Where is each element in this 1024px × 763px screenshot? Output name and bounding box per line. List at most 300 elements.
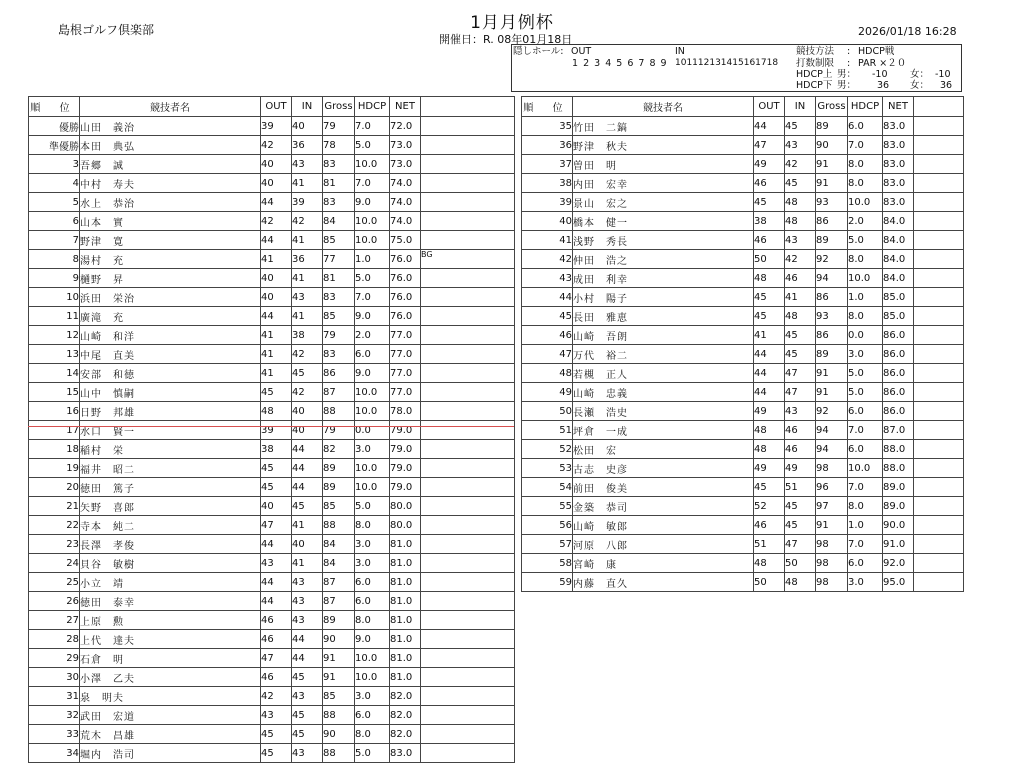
table-row bbox=[29, 193, 515, 212]
cell-gross: 93 bbox=[816, 307, 848, 326]
cell-note bbox=[421, 573, 515, 592]
cell-hdcp: 7.0 bbox=[355, 117, 390, 136]
cell-player-name: 矢野 喜郎 bbox=[80, 497, 261, 516]
cell-net: 81.0 bbox=[390, 611, 421, 630]
cell-gross: 87 bbox=[323, 383, 355, 402]
table-row bbox=[522, 117, 964, 136]
cell-hdcp: 0.0 bbox=[848, 326, 883, 345]
cell-player-name: 竹田 二鎬 bbox=[573, 117, 754, 136]
table-row bbox=[522, 250, 964, 269]
cell-note bbox=[421, 364, 515, 383]
table-row bbox=[29, 649, 515, 668]
cell-note bbox=[421, 421, 515, 440]
cell-player-name: 湯村 充 bbox=[80, 250, 261, 269]
cell-in: 46 bbox=[785, 269, 816, 288]
cell-net: 73.0 bbox=[390, 155, 421, 174]
cell-blank bbox=[914, 174, 964, 193]
cell-net: 85.0 bbox=[883, 307, 914, 326]
table-row bbox=[522, 516, 964, 535]
cell-rank: 12 bbox=[29, 326, 80, 345]
cell-out: 41 bbox=[261, 250, 292, 269]
cell-gross: 83 bbox=[323, 155, 355, 174]
cell-gross: 89 bbox=[816, 345, 848, 364]
cell-rank: 33 bbox=[29, 725, 80, 744]
cell-net: 86.0 bbox=[883, 383, 914, 402]
cell-gross: 79 bbox=[323, 326, 355, 345]
cell-hdcp: 8.0 bbox=[848, 155, 883, 174]
cell-out: 45 bbox=[261, 459, 292, 478]
cell-rank: 57 bbox=[522, 535, 573, 554]
cell-blank bbox=[914, 250, 964, 269]
table-row bbox=[29, 611, 515, 630]
cell-in: 45 bbox=[292, 668, 323, 687]
cell-rank: 36 bbox=[522, 136, 573, 155]
cell-blank bbox=[914, 345, 964, 364]
cell-hdcp: 8.0 bbox=[848, 250, 883, 269]
cell-in: 48 bbox=[785, 307, 816, 326]
cell-rank: 35 bbox=[522, 117, 573, 136]
table-row bbox=[29, 383, 515, 402]
table-row bbox=[29, 440, 515, 459]
cell-rank: 40 bbox=[522, 212, 573, 231]
table-row bbox=[29, 231, 515, 250]
cell-gross: 84 bbox=[323, 535, 355, 554]
cell-net: 74.0 bbox=[390, 193, 421, 212]
cell-net: 80.0 bbox=[390, 516, 421, 535]
cell-gross: 81 bbox=[323, 269, 355, 288]
cell-out: 45 bbox=[261, 725, 292, 744]
cell-hdcp: 10.0 bbox=[355, 402, 390, 421]
cell-note bbox=[421, 554, 515, 573]
cell-hdcp: 2.0 bbox=[848, 212, 883, 231]
cell-note bbox=[421, 307, 515, 326]
cell-out: 43 bbox=[261, 554, 292, 573]
cell-hdcp: 7.0 bbox=[848, 535, 883, 554]
cell-out: 46 bbox=[754, 174, 785, 193]
cell-gross: 77 bbox=[323, 250, 355, 269]
cell-out: 50 bbox=[754, 250, 785, 269]
cell-out: 44 bbox=[261, 535, 292, 554]
cell-net: 76.0 bbox=[390, 307, 421, 326]
cell-in: 48 bbox=[785, 573, 816, 592]
cell-player-name: 徳田 篤子 bbox=[80, 478, 261, 497]
cell-in: 43 bbox=[292, 573, 323, 592]
col-name-header: 競技者名 bbox=[80, 97, 261, 117]
cell-rank: 54 bbox=[522, 478, 573, 497]
cell-gross: 85 bbox=[323, 497, 355, 516]
cell-gross: 85 bbox=[323, 231, 355, 250]
cell-rank: 14 bbox=[29, 364, 80, 383]
cell-gross: 79 bbox=[323, 117, 355, 136]
cell-out: 42 bbox=[261, 212, 292, 231]
cell-gross: 88 bbox=[323, 744, 355, 763]
table-row bbox=[522, 136, 964, 155]
cell-net: 75.0 bbox=[390, 231, 421, 250]
cell-blank bbox=[914, 212, 964, 231]
cell-hdcp: 3.0 bbox=[355, 554, 390, 573]
cell-in: 45 bbox=[785, 497, 816, 516]
cell-net: 74.0 bbox=[390, 212, 421, 231]
cell-in: 45 bbox=[292, 706, 323, 725]
table-row bbox=[522, 288, 964, 307]
cell-blank bbox=[914, 421, 964, 440]
cell-gross: 87 bbox=[323, 592, 355, 611]
col-gross-header: Gross bbox=[816, 97, 848, 117]
cell-out: 40 bbox=[261, 174, 292, 193]
out-hole-numbers: 1 2 3 4 5 6 7 8 9 bbox=[572, 58, 668, 69]
cell-gross: 86 bbox=[816, 288, 848, 307]
cell-player-name: 浜田 栄治 bbox=[80, 288, 261, 307]
cell-out: 48 bbox=[754, 554, 785, 573]
cell-out: 47 bbox=[261, 516, 292, 535]
cell-hdcp: 6.0 bbox=[848, 117, 883, 136]
cell-out: 40 bbox=[261, 155, 292, 174]
cell-net: 84.0 bbox=[883, 250, 914, 269]
cell-hdcp: 5.0 bbox=[848, 231, 883, 250]
cell-hdcp: 7.0 bbox=[355, 174, 390, 193]
cell-note bbox=[421, 649, 515, 668]
cell-in: 36 bbox=[292, 136, 323, 155]
cell-blank bbox=[914, 459, 964, 478]
cell-rank: 25 bbox=[29, 573, 80, 592]
cell-rank: 27 bbox=[29, 611, 80, 630]
printed-datetime: 2026/01/18 16:28 bbox=[858, 25, 957, 38]
cell-gross: 85 bbox=[323, 307, 355, 326]
cell-player-name: 石倉 明 bbox=[80, 649, 261, 668]
cell-out: 44 bbox=[261, 231, 292, 250]
cell-rank: 43 bbox=[522, 269, 573, 288]
cell-gross: 89 bbox=[816, 117, 848, 136]
cell-rank: 21 bbox=[29, 497, 80, 516]
table-row bbox=[29, 630, 515, 649]
cell-net: 79.0 bbox=[390, 421, 421, 440]
table-row bbox=[522, 269, 964, 288]
cell-hdcp: 8.0 bbox=[355, 611, 390, 630]
cell-player-name: 松田 宏 bbox=[573, 440, 754, 459]
cell-player-name: 中村 寿夫 bbox=[80, 174, 261, 193]
cell-player-name: 仲田 浩之 bbox=[573, 250, 754, 269]
cell-player-name: 小澤 乙夫 bbox=[80, 668, 261, 687]
limit-colon: : bbox=[847, 58, 851, 69]
table-row bbox=[522, 440, 964, 459]
cell-hdcp: 6.0 bbox=[848, 554, 883, 573]
cell-rank: 4 bbox=[29, 174, 80, 193]
cell-player-name: 野津 寛 bbox=[80, 231, 261, 250]
cell-out: 40 bbox=[261, 497, 292, 516]
cell-player-name: 小村 陽子 bbox=[573, 288, 754, 307]
cell-in: 45 bbox=[785, 174, 816, 193]
table-row bbox=[29, 516, 515, 535]
cell-player-name: 山崎 敏郎 bbox=[573, 516, 754, 535]
cell-note bbox=[421, 611, 515, 630]
cell-out: 52 bbox=[754, 497, 785, 516]
cell-gross: 79 bbox=[323, 421, 355, 440]
cell-out: 49 bbox=[754, 155, 785, 174]
cell-rank: 48 bbox=[522, 364, 573, 383]
cell-rank: 44 bbox=[522, 288, 573, 307]
cell-in: 43 bbox=[292, 155, 323, 174]
cell-out: 46 bbox=[261, 630, 292, 649]
cell-gross: 96 bbox=[816, 478, 848, 497]
table-row bbox=[29, 421, 515, 440]
col-net-header: NET bbox=[883, 97, 914, 117]
table-row bbox=[522, 554, 964, 573]
cell-hdcp: 10.0 bbox=[848, 269, 883, 288]
table-row bbox=[29, 706, 515, 725]
cell-net: 81.0 bbox=[390, 649, 421, 668]
cell-note bbox=[421, 326, 515, 345]
cell-hdcp: 5.0 bbox=[355, 269, 390, 288]
cell-net: 79.0 bbox=[390, 440, 421, 459]
cell-in: 48 bbox=[785, 193, 816, 212]
cell-gross: 98 bbox=[816, 459, 848, 478]
cell-rank: 16 bbox=[29, 402, 80, 421]
cell-gross: 93 bbox=[816, 193, 848, 212]
cell-in: 44 bbox=[292, 459, 323, 478]
cell-net: 86.0 bbox=[883, 402, 914, 421]
cell-net: 72.0 bbox=[390, 117, 421, 136]
cell-out: 46 bbox=[754, 231, 785, 250]
cell-in: 44 bbox=[292, 649, 323, 668]
table-row bbox=[29, 288, 515, 307]
competition-rules-box bbox=[511, 44, 962, 92]
cell-player-name: 成田 利幸 bbox=[573, 269, 754, 288]
cell-note bbox=[421, 155, 515, 174]
cell-in: 45 bbox=[785, 345, 816, 364]
cell-in: 45 bbox=[292, 364, 323, 383]
cell-net: 79.0 bbox=[390, 478, 421, 497]
cell-net: 85.0 bbox=[883, 288, 914, 307]
hidden-hole-label: 隠しホール: bbox=[513, 46, 564, 57]
cell-note bbox=[421, 345, 515, 364]
cell-out: 44 bbox=[261, 592, 292, 611]
cell-player-name: 泉 明夫 bbox=[80, 687, 261, 706]
table-row bbox=[29, 402, 515, 421]
cell-hdcp: 3.0 bbox=[355, 535, 390, 554]
cell-gross: 89 bbox=[816, 231, 848, 250]
table-row bbox=[29, 269, 515, 288]
table-row bbox=[29, 535, 515, 554]
cell-blank bbox=[914, 269, 964, 288]
cell-net: 74.0 bbox=[390, 174, 421, 193]
cell-out: 51 bbox=[754, 535, 785, 554]
cell-in: 43 bbox=[292, 611, 323, 630]
cell-out: 50 bbox=[754, 573, 785, 592]
cell-gross: 83 bbox=[323, 193, 355, 212]
cell-out: 49 bbox=[754, 459, 785, 478]
cell-hdcp: 6.0 bbox=[355, 592, 390, 611]
cell-rank: 5 bbox=[29, 193, 80, 212]
method-label: 競技方法 bbox=[796, 46, 835, 57]
cell-gross: 91 bbox=[816, 155, 848, 174]
cell-note bbox=[421, 630, 515, 649]
table-row bbox=[522, 535, 964, 554]
cell-out: 39 bbox=[261, 421, 292, 440]
cell-hdcp: 5.0 bbox=[848, 383, 883, 402]
table-row bbox=[522, 402, 964, 421]
table-row bbox=[29, 326, 515, 345]
cell-hdcp: 10.0 bbox=[355, 383, 390, 402]
col-net-header: NET bbox=[390, 97, 421, 117]
cell-net: 77.0 bbox=[390, 383, 421, 402]
cell-note bbox=[421, 383, 515, 402]
cell-rank: 51 bbox=[522, 421, 573, 440]
cell-note bbox=[421, 535, 515, 554]
cell-in: 42 bbox=[292, 383, 323, 402]
cell-net: 84.0 bbox=[883, 231, 914, 250]
cell-rank: 46 bbox=[522, 326, 573, 345]
results-table-right bbox=[521, 96, 964, 592]
cell-out: 38 bbox=[754, 212, 785, 231]
cell-hdcp: 8.0 bbox=[848, 497, 883, 516]
cell-hdcp: 9.0 bbox=[355, 307, 390, 326]
cell-in: 46 bbox=[785, 440, 816, 459]
cell-rank: 22 bbox=[29, 516, 80, 535]
hdcp-lower-female: 36 bbox=[940, 80, 953, 91]
cell-in: 44 bbox=[292, 440, 323, 459]
cell-gross: 91 bbox=[323, 649, 355, 668]
cell-in: 42 bbox=[785, 250, 816, 269]
cell-net: 92.0 bbox=[883, 554, 914, 573]
cell-blank bbox=[914, 136, 964, 155]
cell-out: 44 bbox=[754, 345, 785, 364]
cell-in: 41 bbox=[292, 174, 323, 193]
cell-player-name: 樋野 昇 bbox=[80, 269, 261, 288]
cell-player-name: 水上 恭治 bbox=[80, 193, 261, 212]
cell-hdcp: 8.0 bbox=[355, 516, 390, 535]
cell-out: 45 bbox=[754, 193, 785, 212]
cell-in: 41 bbox=[292, 231, 323, 250]
cell-in: 45 bbox=[292, 497, 323, 516]
table-row bbox=[29, 725, 515, 744]
cell-in: 44 bbox=[292, 630, 323, 649]
cell-net: 73.0 bbox=[390, 136, 421, 155]
col-out-header: OUT bbox=[261, 97, 292, 117]
cell-gross: 86 bbox=[816, 326, 848, 345]
cell-player-name: 野津 秋夫 bbox=[573, 136, 754, 155]
cell-rank: 56 bbox=[522, 516, 573, 535]
cell-blank bbox=[914, 554, 964, 573]
cell-note: BG bbox=[421, 250, 515, 269]
cell-rank: 19 bbox=[29, 459, 80, 478]
cell-player-name: 前田 俊美 bbox=[573, 478, 754, 497]
cell-net: 78.0 bbox=[390, 402, 421, 421]
cell-net: 90.0 bbox=[883, 516, 914, 535]
table-row bbox=[522, 174, 964, 193]
cell-rank: 15 bbox=[29, 383, 80, 402]
cell-gross: 92 bbox=[816, 250, 848, 269]
cell-note bbox=[421, 592, 515, 611]
cell-in: 45 bbox=[785, 516, 816, 535]
cell-in: 43 bbox=[292, 288, 323, 307]
cell-in: 43 bbox=[785, 402, 816, 421]
cell-blank bbox=[914, 383, 964, 402]
cell-net: 83.0 bbox=[883, 174, 914, 193]
hdcp-lower-female-label: 女： bbox=[910, 80, 930, 91]
cell-player-name: 寺本 純二 bbox=[80, 516, 261, 535]
table-row bbox=[29, 554, 515, 573]
cell-rank: 41 bbox=[522, 231, 573, 250]
cell-in: 50 bbox=[785, 554, 816, 573]
cell-player-name: 水口 賢一 bbox=[80, 421, 261, 440]
cell-rank: 49 bbox=[522, 383, 573, 402]
cell-player-name: 廣滝 充 bbox=[80, 307, 261, 326]
cell-player-name: 金築 恭司 bbox=[573, 497, 754, 516]
out-label: OUT bbox=[571, 46, 592, 57]
table-row bbox=[29, 744, 515, 763]
cell-hdcp: 6.0 bbox=[355, 706, 390, 725]
cell-out: 38 bbox=[261, 440, 292, 459]
cell-gross: 90 bbox=[323, 725, 355, 744]
cell-blank bbox=[914, 497, 964, 516]
cell-out: 47 bbox=[754, 136, 785, 155]
table-row bbox=[522, 383, 964, 402]
cell-note bbox=[421, 687, 515, 706]
table-row bbox=[522, 497, 964, 516]
cell-gross: 88 bbox=[323, 516, 355, 535]
table-row bbox=[29, 307, 515, 326]
table-row bbox=[29, 668, 515, 687]
cell-gross: 86 bbox=[816, 212, 848, 231]
cell-rank: 28 bbox=[29, 630, 80, 649]
cell-rank: 8 bbox=[29, 250, 80, 269]
cell-net: 91.0 bbox=[883, 535, 914, 554]
cell-net: 76.0 bbox=[390, 288, 421, 307]
cell-net: 83.0 bbox=[883, 117, 914, 136]
cell-player-name: 河原 八郎 bbox=[573, 535, 754, 554]
cell-player-name: 本田 典弘 bbox=[80, 136, 261, 155]
cell-in: 38 bbox=[292, 326, 323, 345]
cell-net: 95.0 bbox=[883, 573, 914, 592]
cell-rank: 18 bbox=[29, 440, 80, 459]
cell-gross: 97 bbox=[816, 497, 848, 516]
club-name: 島根ゴルフ倶楽部 bbox=[58, 23, 155, 37]
cell-player-name: 浅野 秀長 bbox=[573, 231, 754, 250]
cell-net: 84.0 bbox=[883, 269, 914, 288]
cell-net: 81.0 bbox=[390, 668, 421, 687]
cell-in: 40 bbox=[292, 421, 323, 440]
cell-out: 44 bbox=[261, 573, 292, 592]
cell-gross: 91 bbox=[323, 668, 355, 687]
cell-in: 47 bbox=[785, 535, 816, 554]
cell-gross: 98 bbox=[816, 535, 848, 554]
cell-player-name: 内田 宏幸 bbox=[573, 174, 754, 193]
cell-out: 48 bbox=[261, 402, 292, 421]
cell-blank bbox=[914, 307, 964, 326]
cell-out: 42 bbox=[261, 136, 292, 155]
table-row bbox=[29, 174, 515, 193]
cell-out: 44 bbox=[754, 383, 785, 402]
cell-note bbox=[421, 668, 515, 687]
cell-rank: 37 bbox=[522, 155, 573, 174]
cell-blank bbox=[914, 326, 964, 345]
page-title: 1月月例杯 bbox=[470, 13, 554, 33]
cell-player-name: 山田 義治 bbox=[80, 117, 261, 136]
col-rank-header: 順 位 bbox=[522, 97, 573, 117]
cell-note bbox=[421, 231, 515, 250]
cell-gross: 98 bbox=[816, 554, 848, 573]
hdcp-upper-male: -10 bbox=[872, 69, 888, 80]
cell-hdcp: 9.0 bbox=[355, 630, 390, 649]
cell-note bbox=[421, 744, 515, 763]
cell-out: 46 bbox=[754, 516, 785, 535]
cell-net: 83.0 bbox=[883, 155, 914, 174]
cell-out: 46 bbox=[261, 668, 292, 687]
cell-net: 77.0 bbox=[390, 364, 421, 383]
cell-in: 45 bbox=[785, 117, 816, 136]
cell-player-name: 安部 和徳 bbox=[80, 364, 261, 383]
cell-gross: 87 bbox=[323, 573, 355, 592]
